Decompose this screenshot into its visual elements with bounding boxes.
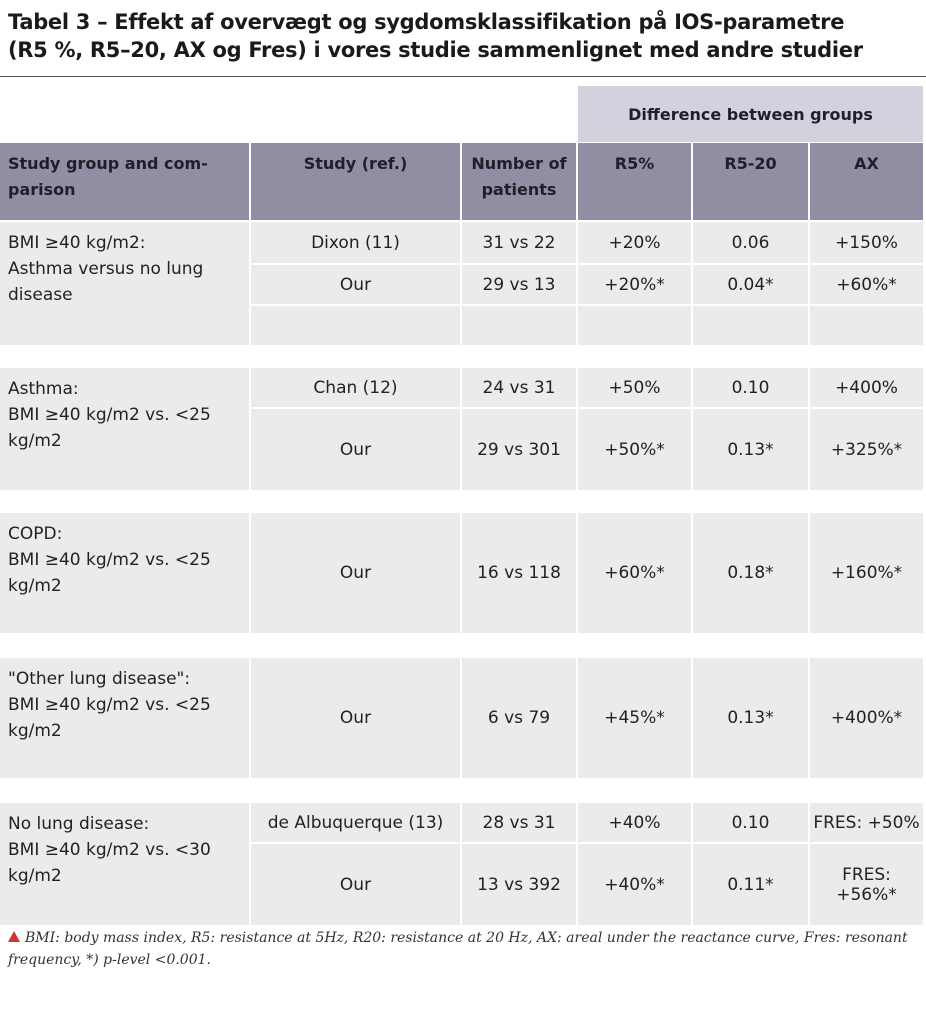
section-1-row-1-study-text: Dixon (11)	[311, 232, 400, 253]
section-3-row-1-patients	[462, 513, 576, 633]
section-4-label	[0, 658, 249, 778]
section-2-row-2-patients	[462, 409, 576, 490]
section-1-row-1-r5	[578, 222, 691, 263]
header-study-group	[0, 143, 249, 220]
section-4-row-1-ax-text: +400%*	[830, 708, 903, 728]
section-4-row-1-patients	[462, 658, 576, 778]
section-2-row-1-ax	[810, 368, 923, 407]
section-5-row-1-patients-text: 28 vs 31	[482, 812, 556, 833]
header-r5	[578, 143, 691, 220]
title-line-2: (R5 %, R5–20, AX og Fres) i vores studie sammenlignet med andre studier	[8, 38, 863, 62]
section-4-row-1-patients-text: 6 vs 79	[487, 708, 551, 728]
section-2-row-2-study	[251, 409, 460, 490]
header-study-ref-text: Study (ref.)	[303, 154, 408, 173]
section-5-row-1-r5-20-text: 0.10	[731, 812, 770, 833]
section-3-row-1-r5-text: +60%*	[604, 563, 665, 583]
section-1-empty-cell	[578, 306, 691, 345]
section-1-row-1-r5-20-text: 0.06	[731, 232, 770, 253]
section-3-row-1-study	[251, 513, 460, 633]
header-ax-text: AX	[854, 154, 879, 173]
section-5-row-2-patients	[462, 844, 576, 925]
header-number-of-patients-text: Number of patients	[471, 154, 567, 199]
section-1-row-1-r5-text: +20%	[608, 232, 661, 253]
section-5-row-2-study-text: Our	[339, 874, 372, 895]
section-4-row-1-ax	[810, 658, 923, 778]
section-5-row-1-study	[251, 803, 460, 842]
difference-between-groups-header	[578, 86, 923, 142]
section-5-row-2-r5-20	[693, 844, 808, 925]
title-line-1: Tabel 3 – Effekt af overvægt og sygdomsklassifikation på IOS-parametre	[8, 10, 845, 34]
section-1-row-1-patients	[462, 222, 576, 263]
section-1-empty-cell	[810, 306, 923, 345]
section-4-row-1-study-text: Our	[339, 708, 372, 728]
section-1-row-1-ax-text: +150%	[835, 232, 898, 253]
section-5-row-2-ax-text: FRES: +56%*	[836, 864, 897, 905]
section-5-row-1-r5	[578, 803, 691, 842]
section-5-row-1-patients	[462, 803, 576, 842]
section-1-empty-cell	[462, 306, 576, 345]
section-1-empty-cell	[251, 306, 460, 345]
section-5-label-text: No lung disease: BMI ≥40 kg/m2 vs. <30 kg/m2	[8, 814, 211, 886]
section-1-row-2-study-text: Our	[339, 274, 372, 295]
section-2-row-2-r5-20-text: 0.13*	[727, 439, 774, 460]
section-2-row-1-r5-20-text: 0.10	[731, 377, 770, 398]
section-1-label-text: BMI ≥40 kg/m2: Asthma versus no lung disease	[8, 233, 204, 305]
section-4-row-1-study	[251, 658, 460, 778]
section-1-label	[0, 222, 249, 345]
section-2-row-2-r5	[578, 409, 691, 490]
header-r5-20	[693, 143, 808, 220]
section-5-row-2-ax	[810, 844, 923, 925]
section-5-row-2-patients-text: 13 vs 392	[477, 874, 561, 895]
section-3-label-text: COPD: BMI ≥40 kg/m2 vs. <25 kg/m2	[8, 524, 211, 596]
section-4-row-1-r5	[578, 658, 691, 778]
footnote	[8, 927, 908, 971]
section-4-row-1-r5-20-text: 0.13*	[727, 708, 774, 728]
section-2-row-1-study-text: Chan (12)	[313, 377, 398, 398]
triangle-marker-icon	[8, 931, 20, 942]
section-5-row-1-ax	[810, 803, 923, 842]
section-5-row-1-r5-20	[693, 803, 808, 842]
footnote-text: BMI: body mass index, R5: resistance at 5Hz, R20: resistance at 20 Hz, AX: areal under the reactance curve, Fres: resonant frequency, *) p-level <0.001.	[8, 930, 908, 968]
section-2-row-2-ax	[810, 409, 923, 490]
section-2-row-1-r5-text: +50%	[608, 377, 661, 398]
header-study-group-text: Study group and com- parison	[8, 154, 208, 199]
section-1-row-2-ax	[810, 265, 923, 304]
section-5-row-2-study	[251, 844, 460, 925]
section-2-row-2-study-text: Our	[339, 439, 372, 460]
section-2-row-2-r5-text: +50%*	[604, 439, 665, 460]
section-1-row-2-study	[251, 265, 460, 304]
title-rule	[0, 76, 926, 77]
section-2-row-1-study	[251, 368, 460, 407]
section-2-row-2-patients-text: 29 vs 301	[477, 439, 561, 460]
section-1-row-2-r5-text: +20%*	[604, 274, 665, 295]
section-2-row-2-ax-text: +325%*	[830, 439, 903, 460]
section-5-row-2-r5	[578, 844, 691, 925]
section-2-row-2-r5-20	[693, 409, 808, 490]
section-1-row-2-patients-text: 29 vs 13	[482, 274, 556, 295]
section-1-row-1-study	[251, 222, 460, 263]
section-5-row-1-ax-text: FRES: +50%	[813, 812, 920, 833]
section-3-row-1-patients-text: 16 vs 118	[477, 563, 561, 583]
section-1-row-2-r5-20-text: 0.04*	[727, 274, 774, 295]
section-4-row-1-r5-text: +45%*	[604, 708, 665, 728]
section-2-row-1-r5	[578, 368, 691, 407]
table-title	[8, 8, 918, 64]
section-1-row-1-ax	[810, 222, 923, 263]
section-1-row-2-ax-text: +60%*	[836, 274, 897, 295]
section-5-label	[0, 803, 249, 925]
section-1-row-1-patients-text: 31 vs 22	[482, 232, 556, 253]
section-4-row-1-r5-20	[693, 658, 808, 778]
section-1-row-2-r5	[578, 265, 691, 304]
section-2-row-1-patients-text: 24 vs 31	[482, 377, 556, 398]
section-3-row-1-ax-text: +160%*	[830, 563, 903, 583]
header-r5-20-text: R5-20	[724, 154, 777, 173]
section-2-label	[0, 368, 249, 490]
header-study-ref	[251, 143, 460, 220]
section-3-row-1-r5-20-text: 0.18*	[727, 563, 774, 583]
header-ax	[810, 143, 923, 220]
section-3-row-1-ax	[810, 513, 923, 633]
header-r5-text: R5%	[614, 154, 655, 173]
section-2-row-1-ax-text: +400%	[835, 377, 898, 398]
section-5-row-2-r5-20-text: 0.11*	[727, 874, 774, 895]
section-3-row-1-r5	[578, 513, 691, 633]
section-2-row-1-r5-20	[693, 368, 808, 407]
section-3-label	[0, 513, 249, 633]
difference-between-groups-header-text: Difference between groups	[628, 105, 873, 124]
section-4-label-text: "Other lung disease": BMI ≥40 kg/m2 vs. <25 kg/m2	[8, 669, 211, 741]
section-5-row-1-r5-text: +40%	[608, 812, 661, 833]
section-1-empty-cell	[693, 306, 808, 345]
section-3-row-1-r5-20	[693, 513, 808, 633]
section-1-row-2-r5-20	[693, 265, 808, 304]
section-5-row-1-study-text: de Albuquerque (13)	[267, 812, 444, 833]
header-number-of-patients	[462, 143, 576, 220]
section-1-row-2-patients	[462, 265, 576, 304]
section-5-row-2-r5-text: +40%*	[604, 874, 665, 895]
section-1-row-1-r5-20	[693, 222, 808, 263]
section-2-row-1-patients	[462, 368, 576, 407]
section-2-label-text: Asthma: BMI ≥40 kg/m2 vs. <25 kg/m2	[8, 379, 211, 451]
section-3-row-1-study-text: Our	[339, 563, 372, 583]
